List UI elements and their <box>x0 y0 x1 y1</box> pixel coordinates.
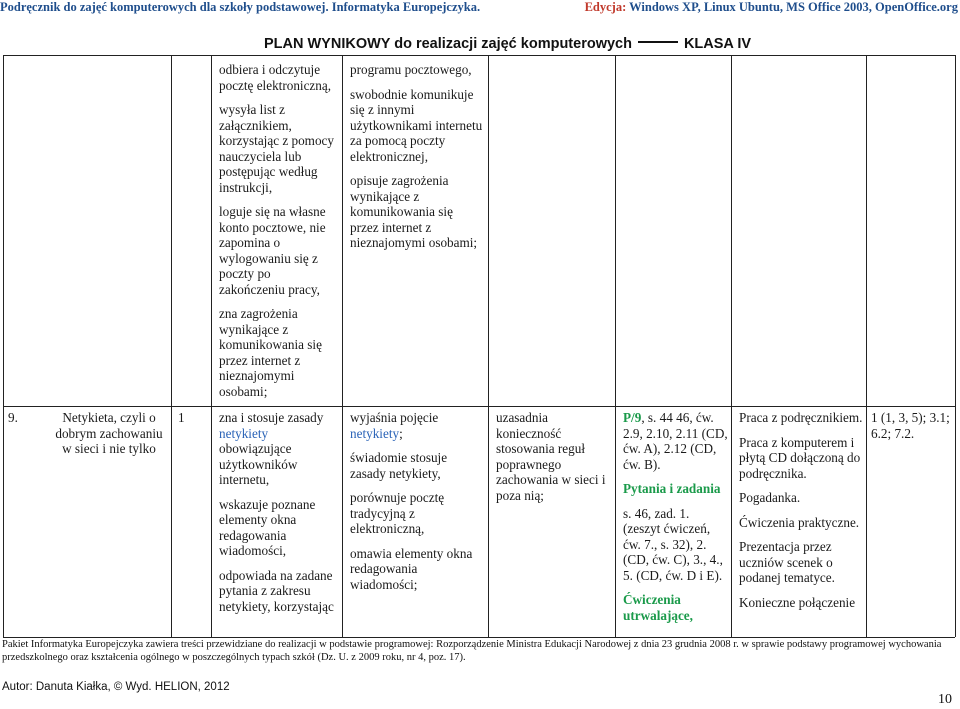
method-item: Praca z komputerem i płytą CD dołączoną do podręcznika. <box>739 434 861 481</box>
row1-requirements-basic <box>219 62 339 408</box>
req-item: wskazuje poznane elementy okna redagowania wiadomości, <box>219 496 316 558</box>
keyword-netykiety: netykiety <box>219 425 269 441</box>
req-text: obowiązujące użytkowników internetu, <box>219 441 298 487</box>
row2-requirements-advanced: uzasadnia konieczność stosowania reguł poprawnego zachowania w sieci i poza nią; <box>496 410 606 503</box>
req-text: zna i stosuje zasady <box>219 410 324 425</box>
req-item: loguje się na własne konto pocztowe, nie zapomina o wylogowaniu się z poczty po zakończeniu pracy, <box>219 204 326 297</box>
method-item: Konieczne połączenie <box>739 594 856 610</box>
edition-label: Edycja: <box>584 0 627 14</box>
req-item: porównuje pocztę tradycyjną z elektroniczną, <box>350 490 445 536</box>
req-item: omawia elementy okna redagowania wiadomości; <box>350 545 473 592</box>
lesson-hours: 1 <box>178 410 185 425</box>
req-item: wysyła list z załącznikiem, korzystając z pomocy nauczyciela lub postępując według instrukcji, <box>219 102 334 195</box>
row2-curriculum-ref: 1 (1, 3, 5); 3.1; 6.2; 7.2. <box>871 410 950 441</box>
req-item: odbiera i odczytuje pocztę elektroniczną, <box>219 62 332 93</box>
col-border-6 <box>731 55 732 637</box>
col-border-2 <box>211 55 212 637</box>
req-item: zna zagrożenia wynikające z komunikowania się przez internet z nieznajomymi osobami; <box>219 306 322 399</box>
materials-item: s. 46, zad. 1. (zeszyt ćwiczeń, ćw. 7., s. 32), 2. (CD, ćw. C), 3., 4., 5. (CD, ćw. D i E). <box>623 505 723 583</box>
req-text: ; <box>399 425 403 441</box>
row2-requirements-basic <box>219 410 339 623</box>
col-border-1 <box>171 55 172 637</box>
lesson-number: 9. <box>8 410 18 425</box>
method-item: Ćwiczenia praktyczne. <box>739 514 860 530</box>
materials-heading-questions: Pytania i zadania <box>623 481 721 496</box>
method-item: Pogadanka. <box>739 490 801 505</box>
req-item: swobodnie komunikuje się z innymi użytkownikami internetu za pomocą poczty elektronicznej, <box>350 86 483 164</box>
method-item: Prezentacja przez uczniów scenek o podanej tematyce. <box>739 539 835 585</box>
req-item: odpowiada na zadane pytania z zakresu netykiety, korzystając <box>219 567 334 614</box>
row1-requirements-extended <box>350 62 484 260</box>
page-title <box>264 36 751 52</box>
req-item <box>219 410 339 488</box>
col-border-5 <box>615 55 616 637</box>
lesson-topic: Netykieta, czyli o dobrym zachowaniu w sieci i nie tylko <box>55 410 163 456</box>
col-border-7 <box>866 55 867 637</box>
plan-title: PLAN WYNIKOWY do realizacji zajęć komputerowych <box>264 36 632 52</box>
method-item: Praca z podręcznikiem. <box>739 410 863 425</box>
req-item: programu pocztowego, <box>350 62 472 77</box>
row2-requirements-extended <box>350 410 484 601</box>
col-border-3 <box>342 55 343 637</box>
keyword-netykiety: netykiety <box>350 425 400 441</box>
col-border-8 <box>955 55 956 637</box>
class-label: KLASA IV <box>683 36 752 52</box>
author-line: Autor: Danuta Kiałka, © Wyd. HELION, 2012 <box>2 681 230 693</box>
materials-ref-link: P/9 <box>623 410 642 425</box>
row2-materials <box>623 410 729 632</box>
materials-item: P/9, s. 44 46, ćw. 2.9, 2.10, 2.11 (CD, ćw. A), 2.12 (CD, ćw. B). <box>623 410 728 472</box>
edition-value: Windows XP, Linux Ubuntu, MS Office 2003, OpenOffice.org <box>626 0 958 14</box>
req-item: świadomie stosuje zasady netykiety, <box>350 450 448 481</box>
row2-methods <box>739 410 863 619</box>
req-item <box>350 410 484 441</box>
table-top-border <box>3 55 955 56</box>
req-item: opisuje zagrożenia wynikające z komunikowania się przez internet z nieznajomymi osobami; <box>350 173 478 250</box>
materials-heading-exercises: Ćwiczenia utrwalające, <box>623 592 693 623</box>
col-border-0 <box>3 55 4 637</box>
header-edition <box>585 0 958 15</box>
header-book-title: Podręcznik do zajęć komputerowych dla szkoły podstawowej. Informatyka Europejczyka. <box>0 0 481 14</box>
col-border-4 <box>488 55 489 637</box>
title-dash <box>638 41 678 43</box>
req-text: wyjaśnia pojęcie <box>350 410 439 425</box>
row-separator <box>3 406 955 407</box>
package-note: Pakiet Informatyka Europejczyka zawiera treści przewidziane do realizacji w podstawie programowej: Rozporządzenie Ministra Edukacji Narodowej z dnia 23 grudnia 2008 r. w sprawie podstawy programowej wychowania przedszkolnego oraz kształcenia ogólnego w poszczególnych typach szkół (Dz. U. z 2009 roku, nr 4, poz. 17). <box>2 639 942 663</box>
page-number: 10 <box>938 692 952 707</box>
